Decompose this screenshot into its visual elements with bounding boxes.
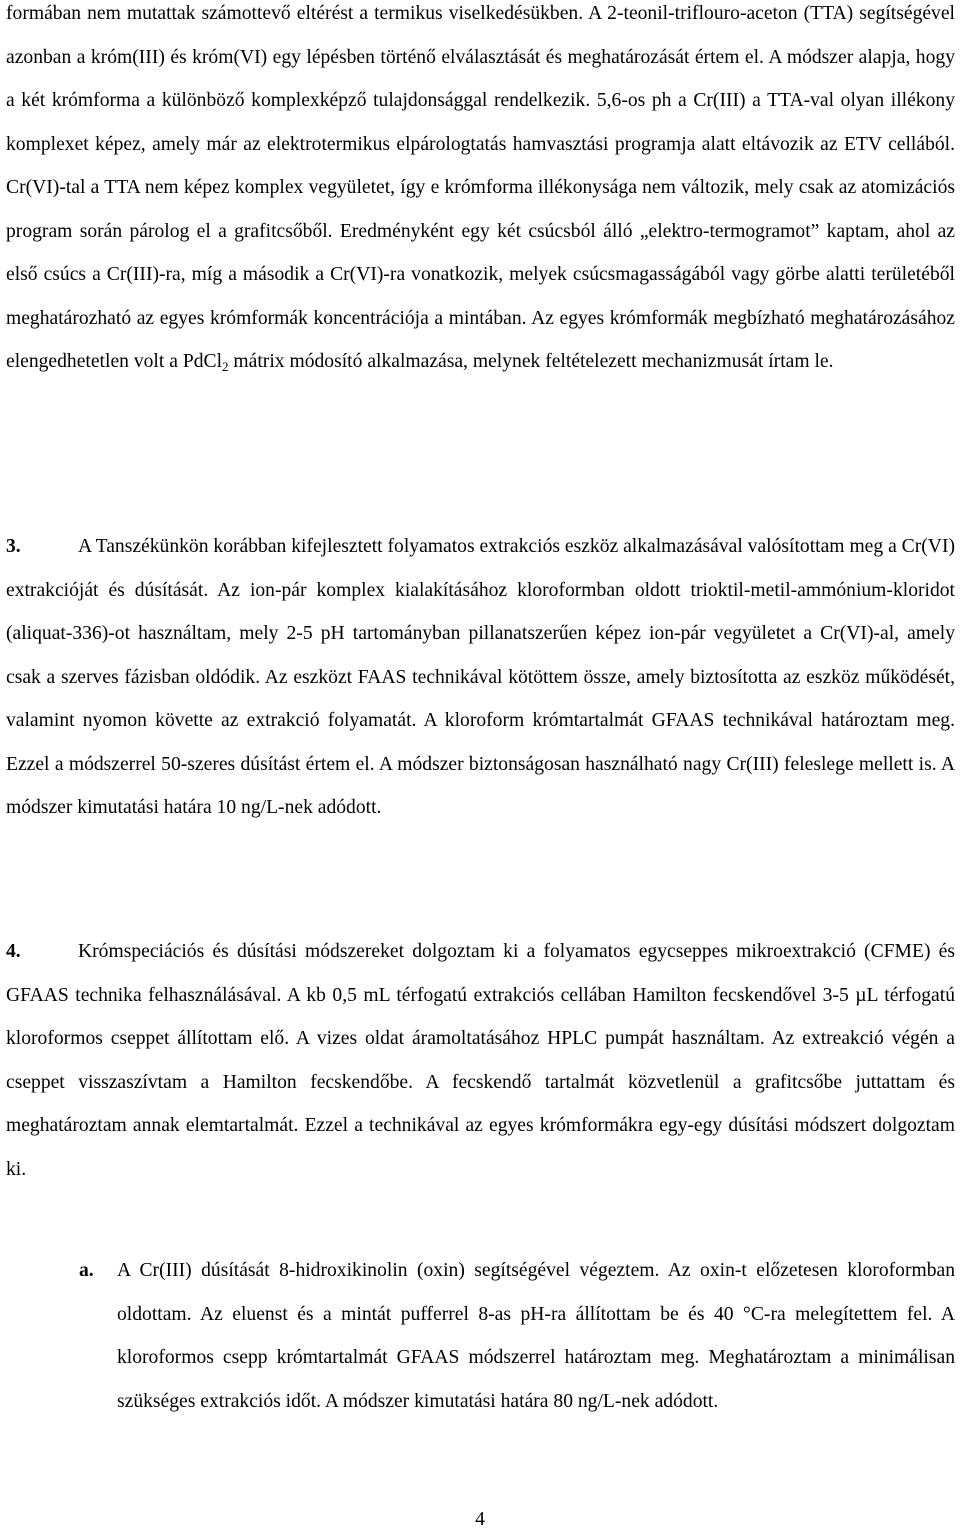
item-number: 4.: [6, 941, 21, 962]
paragraph-text: formában nem mutattak számottevő eltérést a termikus viselkedésükben. A 2-teonil-triflouro-aceton (TTA) segítségével azonban a króm(III) és króm(VI) egy lépésben történő elválasztását és meghatározását értem el. A módszer alapja, hogy a két krómforma a különböző komplexképző tulajdonsággal rendelkezik. 5,6-os ph a Cr(III) a TTA-val olyan illékony komplexet képez, amely már az elektrotermikus elpárologtatás hamvasztási programja alatt eltávozik az ETV cellából. Cr(VI)-tal a TTA nem képez komplex vegyületet, így e krómforma illékonysága nem változik, mely csak az atomizációs program során párolog el a grafitcsőből. Eredményként egy két csúcsból álló „elektro-termogramot” kaptam, ahol az első csúcs a Cr(III)-ra, míg a második a Cr(VI)-ra vonatkozik, melyek csúcsmagasságából vagy görbe alatti területéből meghatározható az egyes krómformák koncentrációja a mintában. Az egyes krómformák megbízható meghatározásához elengedhetetlen volt a PdCl: [6, 3, 955, 372]
paragraph-text-end: mátrix módosító alkalmazása, melynek feltételezett mechanizmusát írtam le.: [228, 351, 834, 372]
sub-item-text: A Cr(III) dúsítását 8-hidroxikinolin (oxin) segítségével végeztem. Az oxin-t előzetesen kloroformban oldottam. Az eluenst és a mintát pufferrel 8-as pH-ra állítottam be és 40 °C-ra melegítettem fel. A kloroformos csepp krómtartalmát GFAAS módszerrel határoztam meg. Meghatároztam a minimálisan szükséges extrakciós időt. A módszer kimutatási határa 80 ng/L-nek adódott.: [117, 1260, 955, 1412]
item-number: 3.: [6, 536, 21, 557]
paragraph-text: Krómspeciációs és dúsítási módszereket dolgoztam ki a folyamatos egycseppes mikroextrakció (CFME) és GFAAS technika felhasználásával. A kb 0,5 mL térfogatú extrakciós cellában Hamilton fecskendővel 3-5 µL térfogatú kloroformos cseppet állítottam elő. A vizes oldat áramoltatásához HPLC pumpát használtam. Az extreakció végén a cseppet visszaszívtam a Hamilton fecskendőbe. A fecskendő tartalmát közvetlenül a grafitcsőbe juttattam és meghatároztam annak elemtartalmát. Ezzel a technikával az egyes krómformákra egy-egy dúsítási módszert dolgoztam ki.: [6, 941, 955, 1180]
paragraph-text: A Tanszékünkön korábban kifejlesztett folyamatos extrakciós eszköz alkalmazásával valósítottam meg a Cr(VI) extrakcióját és dúsítását. Az ion-pár komplex kialakításához kloroformban oldott trioktil-metil-ammónium-kloridot (aliquat-336)-ot használtam, mely 2-5 pH tartományban pillanatszerűen képez ion-pár vegyületet a Cr(VI)-al, amely csak a szerves fázisban oldódik. Az eszközt FAAS technikával kötöttem össze, amely biztosította az eszköz működését, valamint nyomon követte az extrakció folyamatát. A kloroform krómtartalmát GFAAS technikával határoztam meg. Ezzel a módszerrel 50-szeres dúsítást értem el. A módszer biztonságosan használható nagy Cr(III) feleslege mellett is. A módszer kimutatási határa 10 ng/L-nek adódott.: [6, 536, 955, 818]
numbered-paragraph-3: [6, 525, 955, 830]
paragraph-continued: [6, 0, 955, 384]
numbered-paragraph-4: [6, 930, 955, 1191]
subscript-text: 2: [222, 359, 229, 374]
sub-item-a: [79, 1249, 955, 1423]
sub-item-label: a.: [79, 1260, 94, 1281]
page-number: 4: [475, 1509, 485, 1530]
